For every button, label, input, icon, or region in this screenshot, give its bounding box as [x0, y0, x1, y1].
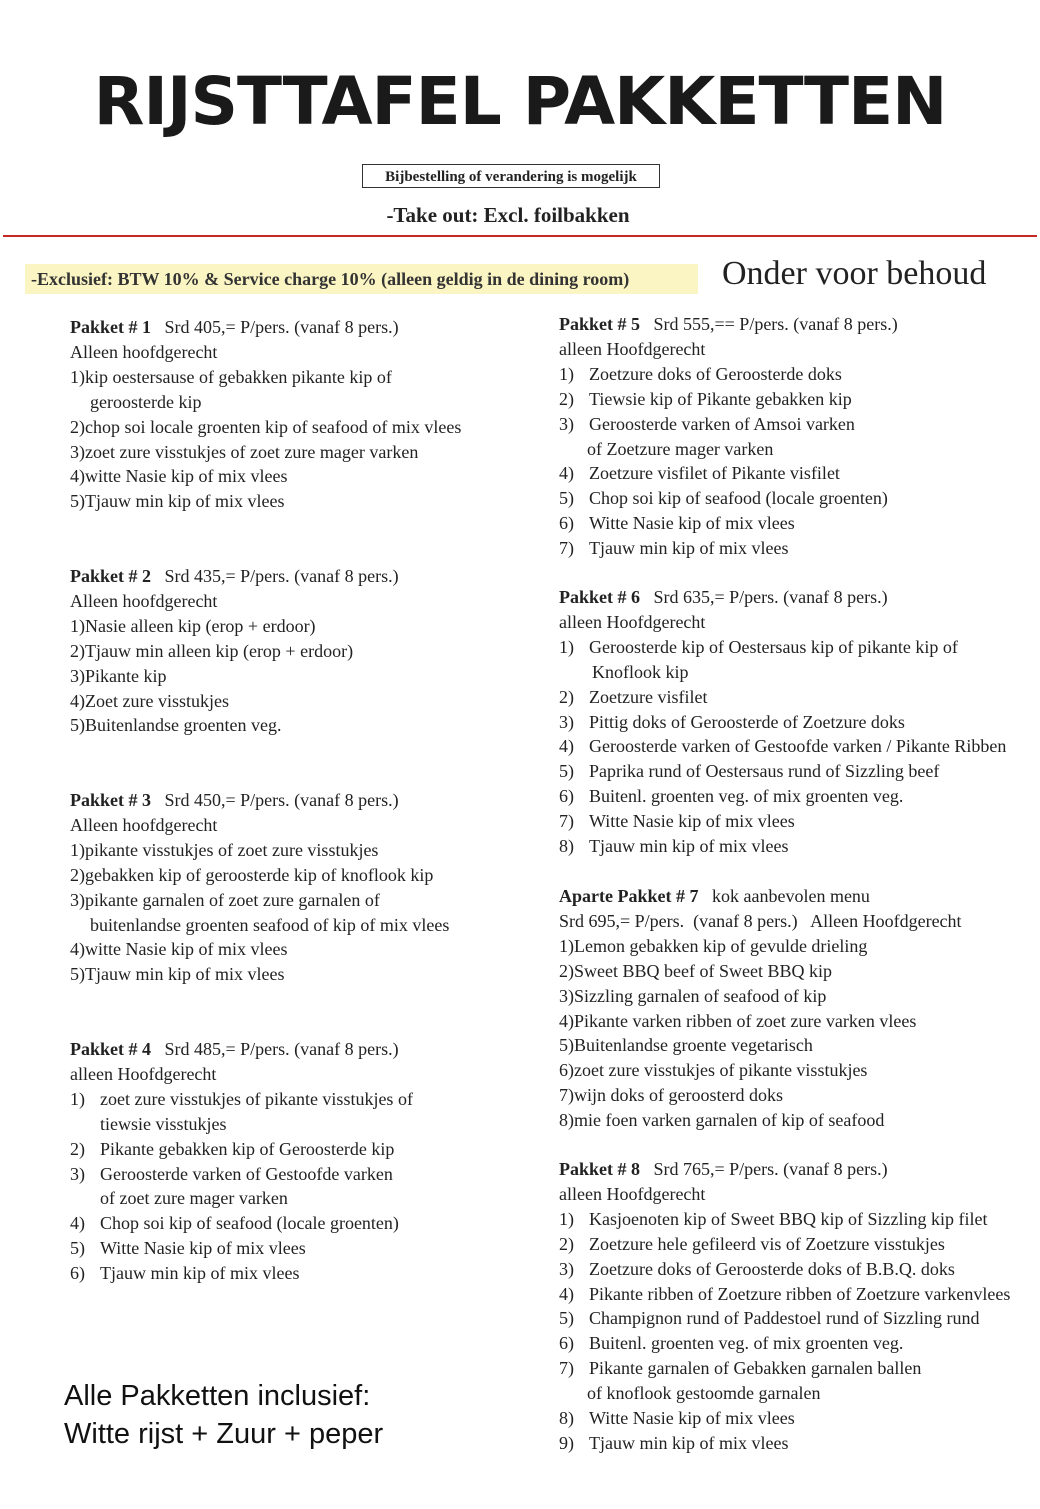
list-item: geroosterde kip [90, 391, 202, 412]
list-item: 4) witte Nasie kip of mix vlees [70, 466, 288, 487]
list-item: 1) pikante visstukjes of zoet zure visstukjes [70, 839, 379, 860]
package-4 [70, 1037, 413, 1286]
list-item: 2) Zoetzure hele gefileerd vis of Zoetzure visstukjes [559, 1233, 945, 1254]
package-subtitle: alleen Hoofdgerecht [70, 1063, 217, 1084]
list-item: 1) Zoetzure doks of Geroosterde doks [559, 363, 842, 384]
list-item: 6) Buitenl. groenten veg. of mix groenten veg. [559, 786, 904, 807]
page-title: RIJSTTAFEL PAKKETTEN [93, 63, 947, 140]
package-subtitle: alleen Hoofdgerecht [559, 611, 706, 632]
list-item: 2) Sweet BBQ beef of Sweet BBQ kip [559, 960, 832, 981]
list-item: 4) Zoet zure visstukjes [70, 690, 229, 711]
list-item: 2) chop soi locale groenten kip of seafood of mix vlees [70, 416, 462, 437]
list-item: 4) Pikante ribben of Zoetzure ribben of Zoetzure varkenvlees [559, 1283, 1011, 1304]
list-item: 4) witte Nasie kip of mix vlees [70, 939, 288, 960]
package-price: Srd 485,= P/pers. (vanaf 8 pers.) [164, 1039, 399, 1059]
list-item: 5) Buitenlandse groente vegetarisch [559, 1035, 813, 1056]
package-name: Pakket # 3 [70, 790, 151, 810]
takeout-note: -Take out: Excl. foilbakken [386, 203, 630, 227]
list-item: 5) Paprika rund of Oestersaus rund of Sizzling beef [559, 761, 940, 782]
package-subtitle: Srd 695,= P/pers. (vanaf 8 pers.) Alleen Hoofdgerecht [559, 910, 962, 931]
list-item: 3) Pikante kip [70, 665, 167, 686]
list-item: 5) Champignon rund of Paddestoel rund of Sizzling rund [559, 1308, 980, 1329]
package-1 [70, 315, 461, 514]
exclusive-charges-note: -Exclusief: BTW 10% & Service charge 10% (alleen geldig in de dining room) [25, 264, 698, 294]
list-item: 2) Pikante gebakken kip of Geroosterde kip [70, 1138, 395, 1159]
list-item: buitenlandse groenten seafood of kip of mix vlees [90, 914, 450, 935]
order-change-note: Bijbestelling of verandering is mogelijk [362, 164, 660, 188]
list-item: 6) zoet zure visstukjes of pikante visstukjes [559, 1060, 868, 1081]
included-note-line-2: Witte rijst + Zuur + peper [64, 1417, 384, 1450]
list-item: 9) Tjauw min kip of mix vlees [559, 1432, 789, 1453]
list-item: 3) Sizzling garnalen of seafood of kip [559, 985, 827, 1006]
list-item: 2) Zoetzure visfilet [559, 686, 708, 707]
list-item: 7) Tjauw min kip of mix vlees [559, 538, 789, 559]
list-item: tiewsie visstukjes [100, 1113, 227, 1134]
package-price: Srd 450,= P/pers. (vanaf 8 pers.) [164, 790, 399, 810]
list-item: 3) Geroosterde varken of Gestoofde varken [70, 1163, 393, 1184]
list-item: 4) Geroosterde varken of Gestoofde varken / Pikante Ribben [559, 736, 1007, 757]
list-item: 7) wijn doks of geroosterd doks [559, 1085, 783, 1106]
list-item: 1) zoet zure visstukjes of pikante visstukjes of [70, 1088, 413, 1109]
package-price: Srd 635,= P/pers. (vanaf 8 pers.) [653, 587, 888, 607]
package-price: Srd 555,== P/pers. (vanaf 8 pers.) [653, 314, 898, 334]
list-item: 7) Witte Nasie kip of mix vlees [559, 811, 795, 832]
list-item: 4) Pikante varken ribben of zoet zure varken vlees [559, 1010, 917, 1031]
list-item: 6) Tjauw min kip of mix vlees [70, 1263, 300, 1284]
package-8 [559, 1157, 1010, 1456]
included-note-line-1: Alle Pakketten inclusief: [64, 1380, 371, 1412]
package-name: Pakket # 1 [70, 317, 151, 337]
list-item: 5) Tjauw min kip of mix vlees [70, 964, 285, 985]
list-item: 3) Geroosterde varken of Amsoi varken [559, 413, 855, 434]
list-item: 1) Geroosterde kip of Oestersaus kip of pikante kip of [559, 636, 958, 657]
package-2 [70, 564, 399, 738]
package-subtitle: Alleen hoofdgerecht [70, 341, 218, 362]
package-5 [559, 312, 898, 561]
list-item: 5) Witte Nasie kip of mix vlees [70, 1238, 306, 1259]
package-subtitle: Alleen hoofdgerecht [70, 814, 218, 835]
list-item: 5) Tjauw min kip of mix vlees [70, 491, 285, 512]
package-price: Srd 435,= P/pers. (vanaf 8 pers.) [164, 566, 399, 586]
list-item: 1) Kasjoenoten kip of Sweet BBQ kip of Sizzling kip filet [559, 1208, 988, 1229]
list-item: 2) Tiewsie kip of Pikante gebakken kip [559, 388, 852, 409]
list-item: 5) Buitenlandse groenten veg. [70, 715, 282, 736]
list-item: 5) Chop soi kip of seafood (locale groenten) [559, 488, 888, 509]
reserve-note: Onder voor behoud [722, 255, 987, 292]
list-item: 3) Pittig doks of Geroosterde of Zoetzure doks [559, 711, 905, 732]
list-item: 7) Pikante garnalen of Gebakken garnalen ballen [559, 1358, 922, 1379]
list-item: 8) mie foen varken garnalen of kip of seafood [559, 1110, 885, 1131]
package-price: Srd 405,= P/pers. (vanaf 8 pers.) [164, 317, 399, 337]
package-price: kok aanbevolen menu [711, 886, 870, 906]
list-item: 2) gebakken kip of geroosterde kip of knoflook kip [70, 864, 434, 885]
package-name: Aparte Pakket # 7 [559, 886, 699, 906]
list-item: of Zoetzure mager varken [587, 438, 774, 459]
included-note [64, 1378, 383, 1453]
list-item: 1) Nasie alleen kip (erop + erdoor) [70, 615, 316, 636]
list-item: 6) Witte Nasie kip of mix vlees [559, 513, 795, 534]
divider-line [3, 235, 1037, 237]
list-item: 1) kip oestersause of gebakken pikante kip of [70, 366, 392, 387]
package-name: Pakket # 5 [559, 314, 640, 334]
package-price: Srd 765,= P/pers. (vanaf 8 pers.) [653, 1159, 888, 1179]
package-subtitle: alleen Hoofdgerecht [559, 1183, 706, 1204]
list-item: 3) pikante garnalen of zoet zure garnalen of [70, 889, 380, 910]
list-item: Knoflook kip [592, 661, 689, 682]
list-item: 8) Witte Nasie kip of mix vlees [559, 1408, 795, 1429]
list-item: 4) Zoetzure visfilet of Pikante visfilet [559, 463, 840, 484]
package-name: Pakket # 2 [70, 566, 151, 586]
list-item: of knoflook gestoomde garnalen [587, 1383, 821, 1404]
package-3 [70, 788, 449, 987]
package-name: Pakket # 8 [559, 1159, 640, 1179]
package-subtitle: alleen Hoofdgerecht [559, 338, 706, 359]
package-7 [559, 884, 962, 1133]
list-item: 3) zoet zure visstukjes of zoet zure mager varken [70, 441, 419, 462]
list-item: 3) Zoetzure doks of Geroosterde doks of B.B.Q. doks [559, 1258, 955, 1279]
package-name: Pakket # 4 [70, 1039, 151, 1059]
package-name: Pakket # 6 [559, 587, 640, 607]
package-6 [559, 585, 1006, 859]
list-item: 4) Chop soi kip of seafood (locale groenten) [70, 1213, 399, 1234]
list-item: of zoet zure mager varken [100, 1188, 288, 1209]
list-item: 1) Lemon gebakken kip of gevulde drieling [559, 935, 868, 956]
list-item: 2) Tjauw min alleen kip (erop + erdoor) [70, 640, 354, 661]
package-subtitle: Alleen hoofdgerecht [70, 590, 218, 611]
list-item: 6) Buitenl. groenten veg. of mix groenten veg. [559, 1333, 904, 1354]
list-item: 8) Tjauw min kip of mix vlees [559, 836, 789, 857]
